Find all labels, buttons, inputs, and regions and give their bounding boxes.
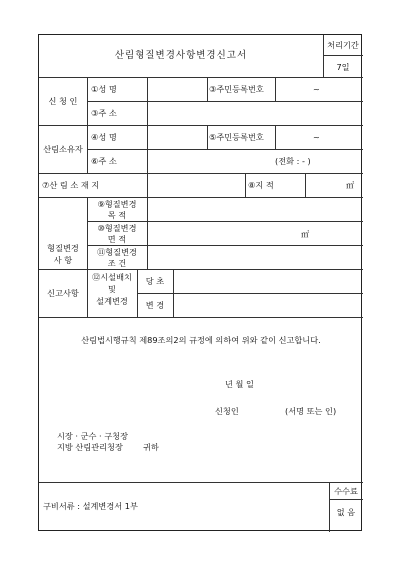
divider [39, 173, 363, 174]
owner-address-label: ⑥주 소 [91, 156, 117, 166]
signer-sign-placeholder: (서명 또는 인) [285, 406, 337, 416]
divider [87, 77, 88, 173]
divider [245, 173, 246, 197]
location-label: ⑦산 림 소 재 지 [42, 180, 100, 190]
change-section-line2: 사 항 [53, 255, 73, 265]
change-area-unit: ㎡ [301, 229, 310, 239]
fee-value: 없 음 [336, 507, 356, 517]
fee-header: 수수료 [334, 486, 358, 496]
recipient-suffix: 귀하 [143, 442, 159, 452]
change-condition-line1: ⑪형질변경 [97, 247, 137, 257]
applicant-address-label: ③주 소 [91, 108, 117, 118]
applicant-name-label: ①성 명 [91, 84, 117, 94]
divider [207, 125, 208, 149]
applicant-rrn-label: ③주민등록번호 [209, 84, 264, 94]
divider [87, 221, 363, 222]
divider [275, 77, 276, 101]
owner-phone: (전화 : - ) [275, 156, 311, 166]
statement-text: 산림법시행규칙 제89조의2의 규정에 의하여 위와 같이 신고합니다. [81, 335, 321, 345]
divider [39, 482, 363, 483]
report-item-line3: 설계변경 [96, 296, 128, 306]
divider [87, 245, 363, 246]
owner-rrn-separator: ~ [313, 132, 320, 142]
divider [147, 197, 148, 269]
report-section-label: 신고사항 [47, 288, 79, 298]
change-area-line1: ⑩형질변경 [97, 223, 137, 233]
divider [207, 77, 208, 101]
report-item-line2: 및 [108, 284, 116, 294]
processing-period-value: 7일 [336, 62, 350, 72]
divider [329, 499, 363, 500]
divider [87, 101, 363, 102]
divider [275, 125, 276, 149]
report-changed-label: 변 경 [145, 300, 165, 310]
processing-period-header: 처리기간 [327, 40, 359, 50]
report-original-label: 당 초 [145, 276, 165, 286]
attachments-text: 구비서류 : 설계변경서 1부 [43, 501, 138, 511]
divider [147, 77, 148, 173]
change-purpose-line1: ⑨형질변경 [97, 199, 137, 209]
divider [323, 55, 363, 56]
signer-label: 신청인 [215, 406, 239, 416]
owner-section-label: 산림소유자 [43, 144, 83, 154]
change-purpose-line2: 목 적 [107, 210, 127, 220]
divider [173, 269, 174, 317]
owner-name-label: ④성 명 [91, 132, 117, 142]
change-section-line1: 형질변경 [47, 243, 79, 253]
date-line: 년 월 일 [225, 379, 254, 389]
divider [39, 317, 363, 318]
owner-rrn-label: ⑤주민등록번호 [209, 132, 264, 142]
divider [147, 173, 148, 197]
report-item-line1: ⑫시설배치 [92, 272, 132, 282]
divider [305, 173, 306, 197]
change-condition-line2: 조 건 [107, 258, 127, 268]
recipient-line2: 지방 산림관리청장 [57, 442, 123, 452]
recipient-line1: 시장 · 군수 · 구청장 [57, 431, 128, 441]
divider [87, 149, 363, 150]
applicant-rrn-separator: ~ [313, 84, 320, 94]
change-area-line2: 면 적 [107, 234, 127, 244]
lot-area-label: ⑧지 적 [248, 180, 274, 190]
form-title: 산림형질변경사항변경신고서 [114, 50, 248, 61]
lot-area-unit: ㎡ [346, 180, 355, 190]
report-form [38, 34, 362, 531]
divider [137, 293, 363, 294]
applicant-section-label: 신 청 인 [48, 96, 78, 106]
